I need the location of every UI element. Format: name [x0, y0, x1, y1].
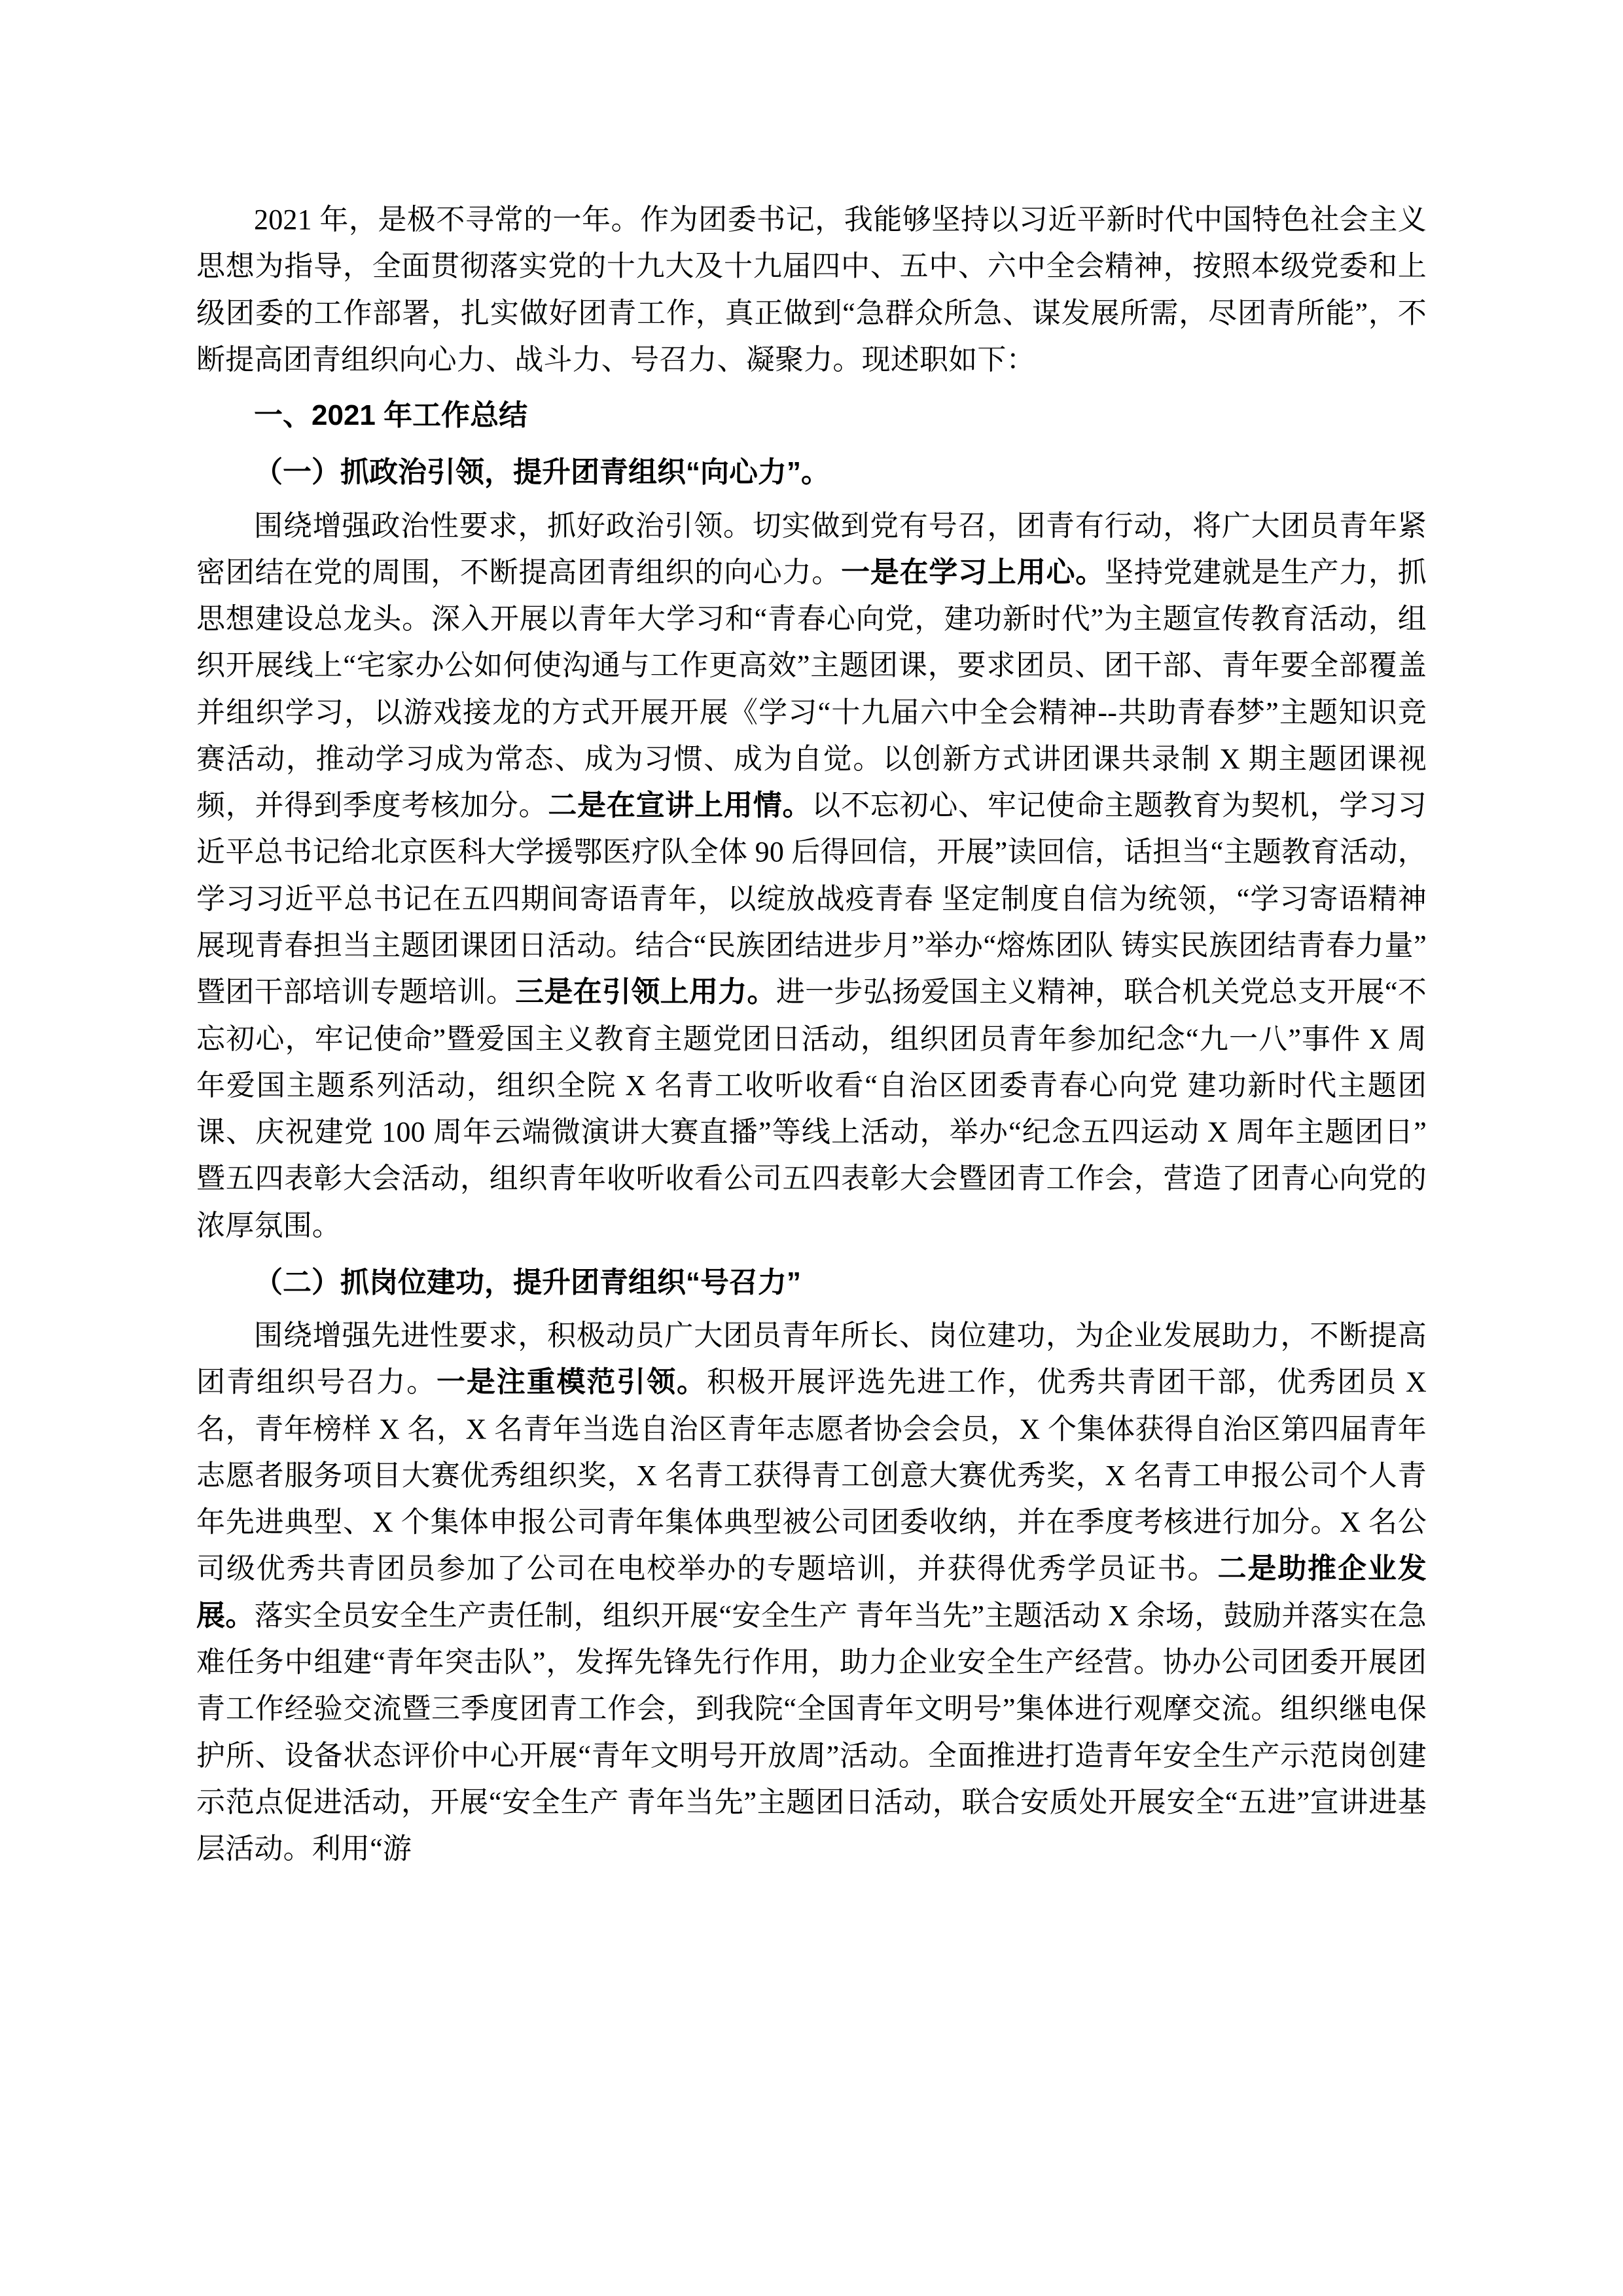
body-paragraph-1-2: [196, 1312, 1427, 1872]
text-run: 围绕增强先进性要求，积极动员广大团员青年所长、岗位建功，为企业发展助力，不断提高团青组织号召力。: [196, 1319, 1427, 1399]
intro-paragraph: 2021 年，是极不寻常的一年。作为团委书记，我能够坚持以习近平新时代中国特色社会主义思想为指导，全面贯彻落实党的十九大及十九届四中、五中、六中全会精神，按照本级党委和上级团委的工作部署，扎实做好团青工作，真正做到“急群众所急、谋发展所需，尽团青所能”，不断提高团青组织向心力、战斗力、号召力、凝聚力。现述职如下：: [196, 204, 1427, 376]
body-paragraph-1-1: [196, 503, 1427, 1249]
emphasis-run: 一是注重模范引领。: [437, 1366, 707, 1399]
text-run: 围绕增强政治性要求，抓好政治引领。切实做到党有号召，团青有行动，将广大团员青年紧密团结在党的周围，不断提高团青组织的向心力。: [196, 509, 1427, 588]
emphasis-run: 一是在学习上用心。: [841, 556, 1105, 588]
emphasis-run: 三是在引领上用力。: [515, 976, 776, 1009]
subsection-heading-1-1: （一）抓政治引领，提升团青组织“向心力”。: [254, 456, 830, 489]
subsection-heading-1-2: （二）抓岗位建功，提升团青组织“号召力”: [254, 1266, 801, 1299]
emphasis-run: 二是助推企业发展。: [196, 1552, 1427, 1632]
emphasis-run: 二是在宣讲上用情。: [548, 789, 812, 822]
text-run: 以不忘初心、牢记使命主题教育为契机，学习习近平总书记给北京医科大学援鄂医疗队全体 90 后得回信，开展”读回信，话担当“主题教育活动，学习习近平总书记在五四期间寄语青年，以绽放战疫青春 坚定制度自信为统领，“学习寄语精神 展现青春担当主题团课团日活动。结合“民族团结进步月”举办“熔炼团队 铸实民族团结青春力量”暨团干部培训专题培训。: [196, 789, 1427, 1009]
text-run: 积极开展评选先进工作，优秀共青团干部，优秀团员 X 名，青年榜样 X 名，X 名青年当选自治区青年志愿者协会会员，X 个集体获得自治区第四届青年志愿者服务项目大赛优秀组织奖，X 名青工获得青工创意大赛优秀奖，X 名青工申报公司个人青年先进典型、X 个集体申报公司青年集体典型被公司团委收纳，并在季度考核进行加分。X 名公司级优秀共青团员参加了公司在电校举办的专题培训，并获得优秀学员证书。: [196, 1366, 1427, 1585]
text-run: 进一步弘扬爱国主义精神，联合机关党总支开展“不忘初心，牢记使命”暨爱国主义教育主题党团日活动，组织团员青年参加纪念“九一八”事件 X 周年爱国主题系列活动，组织全院 X 名青工收听收看“自治区团委青春心向党 建功新时代主题团课、庆祝建党 100 周年云端微演讲大赛直播”等线上活动，举办“纪念五四运动 X 周年主题团日”暨五四表彰大会活动，组织青年收听收看公司五四表彰大会暨团青工作会，营造了团青心向党的浓厚氛围。: [196, 976, 1427, 1242]
section-heading-1: 一、2021 年工作总结: [254, 399, 528, 432]
document-body: [196, 196, 1427, 1872]
text-run: 坚持党建就是生产力，抓思想建设总龙头。深入开展以青年大学习和“青春心向党，建功新时代”为主题宣传教育活动，组织开展线上“宅家办公如何使沟通与工作更高效”主题团课，要求团员、团干部、青年要全部覆盖并组织学习，以游戏接龙的方式开展开展《学习“十九届六中全会精神--共助青春梦”主题知识竞赛活动，推动学习成为常态、成为习惯、成为自觉。以创新方式讲团课共录制 X 期主题团课视频，并得到季度考核加分。: [196, 556, 1427, 822]
text-run: 落实全员安全生产责任制，组织开展“安全生产 青年当先”主题活动 X 余场，鼓励并落实在急难任务中组建“青年突击队”，发挥先锋先行作用，助力企业安全生产经营。协办公司团委开展团青工作经验交流暨三季度团青工作会，到我院“全国青年文明号”集体进行观摩交流。组织继电保护所、设备状态评价中心开展“青年文明号开放周”活动。全面推进打造青年安全生产示范岗创建示范点促进活动，开展“安全生产 青年当先”主题团日活动，联合安质处开展安全“五进”宣讲进基层活动。利用“游: [196, 1599, 1427, 1865]
